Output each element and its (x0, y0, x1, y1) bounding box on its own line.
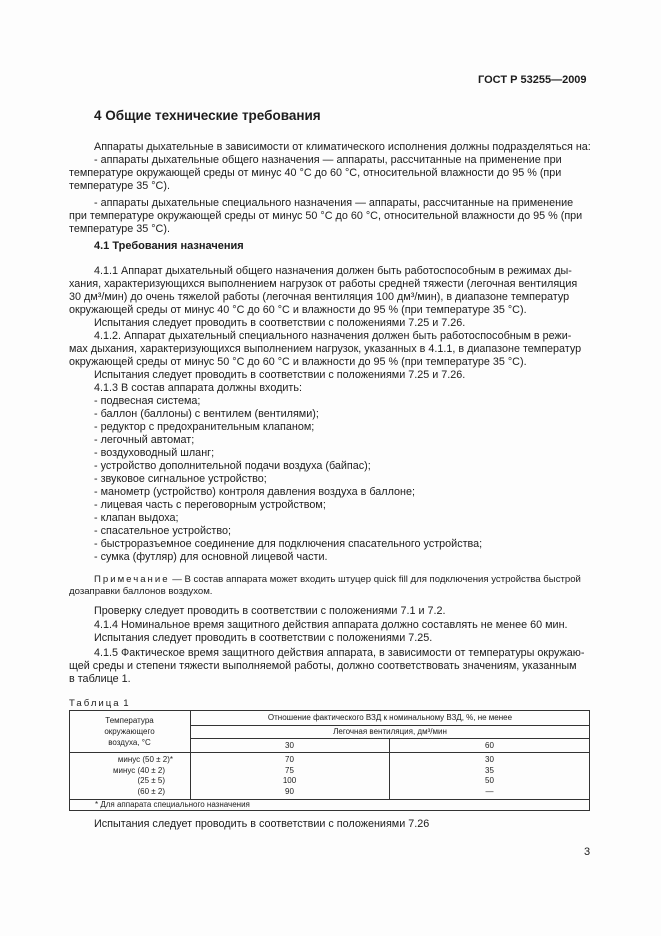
list-item: - подвесная система; (94, 395, 201, 407)
paragraph-line: Испытания следует проводить в соответствии с положениями 7.25 и 7.26. (94, 369, 466, 381)
paragraph-line: щей среды и степени тяжести выполняемой работы, должно соответствовать значениям, указанным (69, 660, 577, 672)
table-cell: — (485, 787, 494, 796)
paragraph-line: при температуре окружающей среды от минус 50 °С до 60 °С, относительной влажности до 95 % (при (69, 210, 583, 222)
table-caption (69, 698, 129, 709)
paragraph-line: - аппараты дыхательные общего назначения — аппараты, рассчитанные на применение при (94, 154, 562, 166)
section-title: 4 Общие технические требования (94, 108, 321, 123)
list-item: - звуковое сигнальное устройство; (94, 473, 267, 485)
note-line (94, 574, 581, 586)
table-border (190, 738, 590, 739)
paragraph-line: 4.1.5 Фактическое время защитного действия аппарата, в зависимости от температуры окружаю- (94, 647, 585, 659)
list-item: - воздуховодный шланг; (94, 447, 215, 459)
table-cell: (25 ± 5) (137, 776, 165, 785)
paragraph-line: Испытания следует проводить в соответствии с положениями 7.25. (94, 632, 433, 644)
page-number: 3 (584, 846, 591, 858)
list-item: - клапан выдоха; (94, 512, 179, 524)
table-border (69, 752, 590, 753)
table-border (190, 725, 590, 726)
list-item: - баллон (баллоны) с вентилем (вентилями); (94, 408, 319, 420)
table-header-cell: Легочная вентиляция, дм³/мин (333, 727, 447, 736)
table-caption-word: Таблица (69, 698, 121, 709)
paragraph-line: 4.1.1 Аппарат дыхательный общего назначения должен быть работоспособным в режимах ды- (94, 265, 572, 277)
table-header-cell: Температура (105, 716, 154, 725)
paragraph-line: 4.1.4 Номинальное время защитного действия аппарата должно составлять не менее 60 мин. (94, 619, 568, 631)
table-header-cell: 30 (285, 741, 294, 750)
paragraph-line: 30 дм³/мин) до очень тяжелой работы (легочная вентиляция 100 дм³/мин), в диапазоне температур (69, 291, 570, 303)
list-item: - спасательное устройство; (94, 525, 232, 537)
table-header-cell: воздуха, °С (108, 738, 151, 747)
table-cell: 50 (485, 776, 494, 785)
paragraph-line: температуре окружающей среды от минус 40 °С до 60 °С, относительной влажности до 95 % (при (69, 167, 562, 179)
table-cell: минус (50 ± 2)* (117, 755, 173, 764)
table-header-cell: 60 (485, 741, 494, 750)
list-item: - устройство дополнительной подачи воздуха (байпас); (94, 460, 371, 472)
table-caption-number: 1 (123, 698, 129, 709)
table-cell: 70 (285, 755, 294, 764)
paragraph-line: окружающей среды от минус 50 °С до 60 °С и влажности до 95 % (при температуре 35 °С). (69, 356, 527, 368)
table-cell: 35 (485, 766, 494, 775)
paragraph-line: 4.1.2. Аппарат дыхательный специального назначения должен быть работоспособным в режи- (94, 330, 572, 342)
note-line: дозаправки баллонов воздухом. (69, 586, 213, 597)
table-border (69, 810, 590, 811)
list-item: - лицевая часть с переговорным устройством; (94, 499, 326, 511)
paragraph-line: Аппараты дыхательные в зависимости от климатического исполнения должны подразделяться на: (94, 141, 591, 153)
paragraph-line: в таблице 1. (69, 673, 131, 685)
table-cell: 100 (282, 776, 297, 785)
list-item: - сумка (футляр) для основной лицевой части. (94, 551, 328, 563)
data-table (69, 710, 590, 811)
list-item: - легочный автомат; (94, 434, 195, 446)
paragraph-line: температуре 35 °С). (69, 223, 170, 235)
paragraph-line: температуре 35 °С). (69, 180, 170, 192)
table-cell: 90 (285, 787, 294, 796)
document-code: ГОСТ Р 53255—2009 (478, 74, 587, 86)
table-cell: 30 (485, 755, 494, 764)
subsection-title: 4.1 Требования назначения (94, 240, 244, 252)
list-item: - манометр (устройство) контроля давления воздуха в баллоне; (94, 486, 415, 498)
paragraph-line: 4.1.3 В состав аппарата должны входить: (94, 382, 302, 394)
list-item: - быстроразъемное соединение для подключения спасательного устройства; (94, 538, 483, 550)
table-cell: 75 (285, 766, 294, 775)
note-text: — В состав аппарата может входить штуцер quick fill для подключения устройства быстрой (169, 574, 581, 585)
paragraph-line: окружающей среды от минус 40 °С до 60 °С и влажности до 95 % (при температуре 35 °С). (69, 304, 527, 316)
paragraph-line: Испытания следует проводить в соответствии с положениями 7.26 (94, 818, 430, 830)
paragraph-line: - аппараты дыхательные специального назначения — аппараты, рассчитанные на применение (94, 197, 574, 209)
table-footnote: * Для аппарата специального назначения (95, 800, 250, 809)
paragraph-line: Испытания следует проводить в соответствии с положениями 7.25 и 7.26. (94, 317, 466, 329)
table-header-cell: окружающего (104, 727, 155, 736)
paragraph-line: мах дыхания, характеризующихся выполнением нагрузок, указанных в 4.1.1, в диапазоне температур (69, 343, 582, 355)
paragraph-line: хания, характеризующихся выполнением нагрузок от работы средней тяжести (легочная вентиляция (69, 278, 578, 290)
note-label: Примечание (94, 574, 170, 585)
table-border (69, 710, 590, 711)
table-cell: минус (40 ± 2) (112, 766, 165, 775)
list-item: - редуктор с предохранительным клапаном; (94, 421, 315, 433)
table-header-cell: Отношение фактического ВЗД к номинальному ВЗД, %, не менее (267, 713, 513, 722)
paragraph-line: Проверку следует проводить в соответствии с положениями 7.1 и 7.2. (94, 605, 446, 617)
table-cell: (60 ± 2) (137, 787, 165, 796)
